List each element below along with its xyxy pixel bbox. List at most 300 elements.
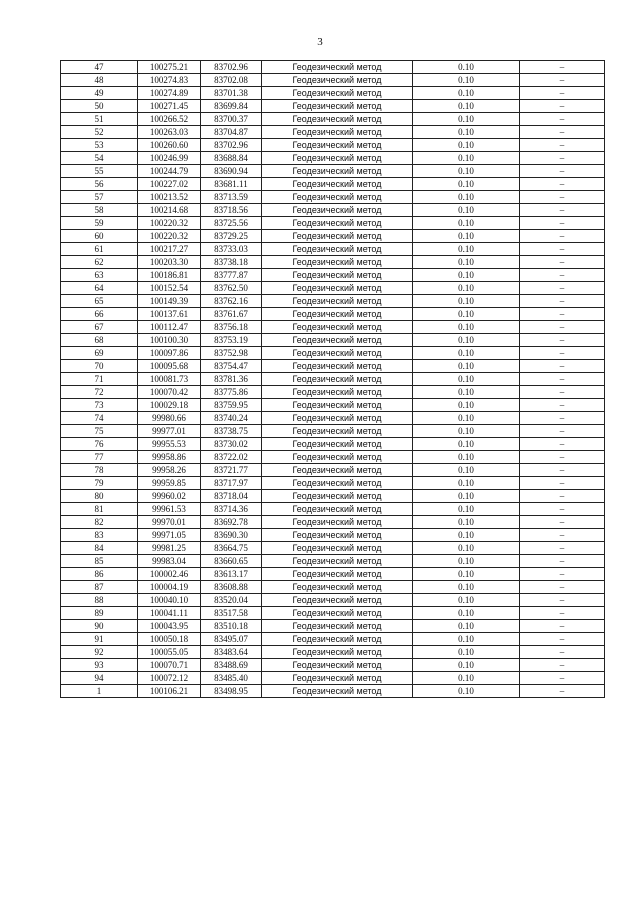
method-cell: Геодезический метод — [262, 295, 413, 308]
x-coordinate-cell: 99958.26 — [138, 464, 201, 477]
method-cell: Геодезический метод — [262, 620, 413, 633]
note-cell: – — [520, 516, 605, 529]
y-coordinate-cell: 83718.56 — [201, 204, 262, 217]
note-cell: – — [520, 685, 605, 698]
y-coordinate-cell: 83725.56 — [201, 217, 262, 230]
point-number-cell: 85 — [61, 555, 138, 568]
table-row — [61, 568, 605, 581]
accuracy-cell: 0.10 — [413, 321, 520, 334]
accuracy-cell: 0.10 — [413, 373, 520, 386]
accuracy-cell: 0.10 — [413, 100, 520, 113]
x-coordinate-cell: 100097.86 — [138, 347, 201, 360]
method-cell: Геодезический метод — [262, 594, 413, 607]
table-row — [61, 256, 605, 269]
accuracy-cell: 0.10 — [413, 542, 520, 555]
note-cell: – — [520, 217, 605, 230]
note-cell: – — [520, 607, 605, 620]
table-row — [61, 451, 605, 464]
accuracy-cell: 0.10 — [413, 256, 520, 269]
y-coordinate-cell: 83740.24 — [201, 412, 262, 425]
y-coordinate-cell: 83738.18 — [201, 256, 262, 269]
table-row — [61, 412, 605, 425]
point-number-cell: 76 — [61, 438, 138, 451]
point-number-cell: 48 — [61, 74, 138, 87]
x-coordinate-cell: 100106.21 — [138, 685, 201, 698]
x-coordinate-cell: 100263.03 — [138, 126, 201, 139]
point-number-cell: 68 — [61, 334, 138, 347]
accuracy-cell: 0.10 — [413, 308, 520, 321]
point-number-cell: 62 — [61, 256, 138, 269]
point-number-cell: 53 — [61, 139, 138, 152]
accuracy-cell: 0.10 — [413, 659, 520, 672]
method-cell: Геодезический метод — [262, 217, 413, 230]
table-row — [61, 373, 605, 386]
note-cell: – — [520, 568, 605, 581]
accuracy-cell: 0.10 — [413, 165, 520, 178]
y-coordinate-cell: 83690.94 — [201, 165, 262, 178]
x-coordinate-cell: 99955.53 — [138, 438, 201, 451]
point-number-cell: 92 — [61, 646, 138, 659]
point-number-cell: 63 — [61, 269, 138, 282]
table-row — [61, 503, 605, 516]
method-cell: Геодезический метод — [262, 412, 413, 425]
x-coordinate-cell: 100100.30 — [138, 334, 201, 347]
accuracy-cell: 0.10 — [413, 633, 520, 646]
method-cell: Геодезический метод — [262, 191, 413, 204]
y-coordinate-cell: 83704.87 — [201, 126, 262, 139]
table-row — [61, 74, 605, 87]
table-row — [61, 399, 605, 412]
note-cell: – — [520, 438, 605, 451]
x-coordinate-cell: 99981.25 — [138, 542, 201, 555]
table-row — [61, 542, 605, 555]
x-coordinate-cell: 100274.89 — [138, 87, 201, 100]
y-coordinate-cell: 83664.75 — [201, 542, 262, 555]
method-cell: Геодезический метод — [262, 490, 413, 503]
accuracy-cell: 0.10 — [413, 425, 520, 438]
accuracy-cell: 0.10 — [413, 347, 520, 360]
point-number-cell: 93 — [61, 659, 138, 672]
method-cell: Геодезический метод — [262, 646, 413, 659]
note-cell: – — [520, 659, 605, 672]
table-row — [61, 581, 605, 594]
accuracy-cell: 0.10 — [413, 113, 520, 126]
x-coordinate-cell: 99959.85 — [138, 477, 201, 490]
accuracy-cell: 0.10 — [413, 503, 520, 516]
y-coordinate-cell: 83688.84 — [201, 152, 262, 165]
method-cell: Геодезический метод — [262, 113, 413, 126]
note-cell: – — [520, 542, 605, 555]
x-coordinate-cell: 100070.71 — [138, 659, 201, 672]
point-number-cell: 86 — [61, 568, 138, 581]
y-coordinate-cell: 83690.30 — [201, 529, 262, 542]
note-cell: – — [520, 347, 605, 360]
x-coordinate-cell: 100260.60 — [138, 139, 201, 152]
note-cell: – — [520, 529, 605, 542]
accuracy-cell: 0.10 — [413, 529, 520, 542]
point-number-cell: 78 — [61, 464, 138, 477]
method-cell: Геодезический метод — [262, 581, 413, 594]
y-coordinate-cell: 83762.50 — [201, 282, 262, 295]
note-cell: – — [520, 399, 605, 412]
x-coordinate-cell: 100227.02 — [138, 178, 201, 191]
point-number-cell: 50 — [61, 100, 138, 113]
x-coordinate-cell: 99961.53 — [138, 503, 201, 516]
point-number-cell: 59 — [61, 217, 138, 230]
method-cell: Геодезический метод — [262, 633, 413, 646]
point-number-cell: 88 — [61, 594, 138, 607]
accuracy-cell: 0.10 — [413, 269, 520, 282]
table-row — [61, 178, 605, 191]
y-coordinate-cell: 83681.11 — [201, 178, 262, 191]
table-row — [61, 243, 605, 256]
accuracy-cell: 0.10 — [413, 672, 520, 685]
point-number-cell: 74 — [61, 412, 138, 425]
y-coordinate-cell: 83488.69 — [201, 659, 262, 672]
accuracy-cell: 0.10 — [413, 191, 520, 204]
note-cell: – — [520, 581, 605, 594]
note-cell: – — [520, 477, 605, 490]
method-cell: Геодезический метод — [262, 542, 413, 555]
table-row — [61, 139, 605, 152]
table-row — [61, 646, 605, 659]
accuracy-cell: 0.10 — [413, 334, 520, 347]
x-coordinate-cell: 100029.18 — [138, 399, 201, 412]
accuracy-cell: 0.10 — [413, 438, 520, 451]
accuracy-cell: 0.10 — [413, 178, 520, 191]
method-cell: Геодезический метод — [262, 269, 413, 282]
point-number-cell: 60 — [61, 230, 138, 243]
accuracy-cell: 0.10 — [413, 74, 520, 87]
note-cell: – — [520, 74, 605, 87]
table-row — [61, 438, 605, 451]
note-cell: – — [520, 321, 605, 334]
point-number-cell: 65 — [61, 295, 138, 308]
point-number-cell: 69 — [61, 347, 138, 360]
accuracy-cell: 0.10 — [413, 451, 520, 464]
y-coordinate-cell: 83729.25 — [201, 230, 262, 243]
y-coordinate-cell: 83733.03 — [201, 243, 262, 256]
table-row — [61, 633, 605, 646]
note-cell: – — [520, 191, 605, 204]
y-coordinate-cell: 83699.84 — [201, 100, 262, 113]
x-coordinate-cell: 100213.52 — [138, 191, 201, 204]
point-number-cell: 52 — [61, 126, 138, 139]
y-coordinate-cell: 83752.98 — [201, 347, 262, 360]
point-number-cell: 71 — [61, 373, 138, 386]
note-cell: – — [520, 204, 605, 217]
accuracy-cell: 0.10 — [413, 204, 520, 217]
method-cell: Геодезический метод — [262, 178, 413, 191]
note-cell: – — [520, 594, 605, 607]
y-coordinate-cell: 83714.36 — [201, 503, 262, 516]
x-coordinate-cell: 100004.19 — [138, 581, 201, 594]
accuracy-cell: 0.10 — [413, 217, 520, 230]
table-row — [61, 295, 605, 308]
x-coordinate-cell: 99971.05 — [138, 529, 201, 542]
x-coordinate-cell: 100072.12 — [138, 672, 201, 685]
x-coordinate-cell: 100043.95 — [138, 620, 201, 633]
x-coordinate-cell: 100149.39 — [138, 295, 201, 308]
method-cell: Геодезический метод — [262, 529, 413, 542]
point-number-cell: 79 — [61, 477, 138, 490]
table-row — [61, 594, 605, 607]
method-cell: Геодезический метод — [262, 243, 413, 256]
accuracy-cell: 0.10 — [413, 490, 520, 503]
point-number-cell: 51 — [61, 113, 138, 126]
y-coordinate-cell: 83483.64 — [201, 646, 262, 659]
page-number: 3 — [317, 36, 323, 48]
x-coordinate-cell: 100137.61 — [138, 308, 201, 321]
x-coordinate-cell: 100217.27 — [138, 243, 201, 256]
accuracy-cell: 0.10 — [413, 620, 520, 633]
method-cell: Геодезический метод — [262, 373, 413, 386]
table-row — [61, 529, 605, 542]
table-row — [61, 464, 605, 477]
table-row — [61, 230, 605, 243]
method-cell: Геодезический метод — [262, 399, 413, 412]
table-row — [61, 347, 605, 360]
accuracy-cell: 0.10 — [413, 581, 520, 594]
x-coordinate-cell: 100041.11 — [138, 607, 201, 620]
method-cell: Геодезический метод — [262, 308, 413, 321]
table-row — [61, 477, 605, 490]
method-cell: Геодезический метод — [262, 100, 413, 113]
note-cell: – — [520, 334, 605, 347]
table-row — [61, 516, 605, 529]
note-cell: – — [520, 126, 605, 139]
note-cell: – — [520, 633, 605, 646]
y-coordinate-cell: 83702.96 — [201, 139, 262, 152]
table-row — [61, 165, 605, 178]
x-coordinate-cell: 100274.83 — [138, 74, 201, 87]
coordinates-table — [60, 60, 605, 698]
x-coordinate-cell: 100040.10 — [138, 594, 201, 607]
x-coordinate-cell: 99983.04 — [138, 555, 201, 568]
accuracy-cell: 0.10 — [413, 139, 520, 152]
method-cell: Геодезический метод — [262, 425, 413, 438]
x-coordinate-cell: 100220.32 — [138, 217, 201, 230]
note-cell: – — [520, 139, 605, 152]
x-coordinate-cell: 100266.52 — [138, 113, 201, 126]
x-coordinate-cell: 99977.01 — [138, 425, 201, 438]
table-row — [61, 204, 605, 217]
y-coordinate-cell: 83702.08 — [201, 74, 262, 87]
note-cell: – — [520, 230, 605, 243]
y-coordinate-cell: 83722.02 — [201, 451, 262, 464]
accuracy-cell: 0.10 — [413, 516, 520, 529]
accuracy-cell: 0.10 — [413, 126, 520, 139]
method-cell: Геодезический метод — [262, 74, 413, 87]
accuracy-cell: 0.10 — [413, 594, 520, 607]
table-row — [61, 126, 605, 139]
method-cell: Геодезический метод — [262, 516, 413, 529]
point-number-cell: 72 — [61, 386, 138, 399]
point-number-cell: 83 — [61, 529, 138, 542]
note-cell: – — [520, 373, 605, 386]
point-number-cell: 66 — [61, 308, 138, 321]
method-cell: Геодезический метод — [262, 152, 413, 165]
x-coordinate-cell: 100112.47 — [138, 321, 201, 334]
accuracy-cell: 0.10 — [413, 412, 520, 425]
y-coordinate-cell: 83520.04 — [201, 594, 262, 607]
table-row — [61, 490, 605, 503]
x-coordinate-cell: 100244.79 — [138, 165, 201, 178]
y-coordinate-cell: 83700.37 — [201, 113, 262, 126]
y-coordinate-cell: 83753.19 — [201, 334, 262, 347]
table-row — [61, 152, 605, 165]
note-cell: – — [520, 490, 605, 503]
note-cell: – — [520, 464, 605, 477]
method-cell: Геодезический метод — [262, 165, 413, 178]
accuracy-cell: 0.10 — [413, 61, 520, 74]
note-cell: – — [520, 269, 605, 282]
point-number-cell: 81 — [61, 503, 138, 516]
point-number-cell: 54 — [61, 152, 138, 165]
point-number-cell: 49 — [61, 87, 138, 100]
note-cell: – — [520, 87, 605, 100]
table-row — [61, 555, 605, 568]
accuracy-cell: 0.10 — [413, 295, 520, 308]
note-cell: – — [520, 386, 605, 399]
table-row — [61, 100, 605, 113]
table-row — [61, 321, 605, 334]
table-row — [61, 269, 605, 282]
y-coordinate-cell: 83713.59 — [201, 191, 262, 204]
accuracy-cell: 0.10 — [413, 243, 520, 256]
y-coordinate-cell: 83510.18 — [201, 620, 262, 633]
point-number-cell: 77 — [61, 451, 138, 464]
accuracy-cell: 0.10 — [413, 555, 520, 568]
x-coordinate-cell: 100002.46 — [138, 568, 201, 581]
note-cell: – — [520, 555, 605, 568]
y-coordinate-cell: 83701.38 — [201, 87, 262, 100]
point-number-cell: 61 — [61, 243, 138, 256]
x-coordinate-cell: 99970.01 — [138, 516, 201, 529]
y-coordinate-cell: 83738.75 — [201, 425, 262, 438]
x-coordinate-cell: 100152.54 — [138, 282, 201, 295]
y-coordinate-cell: 83730.02 — [201, 438, 262, 451]
note-cell: – — [520, 100, 605, 113]
method-cell: Геодезический метод — [262, 464, 413, 477]
accuracy-cell: 0.10 — [413, 282, 520, 295]
y-coordinate-cell: 83777.87 — [201, 269, 262, 282]
table-row — [61, 620, 605, 633]
y-coordinate-cell: 83781.36 — [201, 373, 262, 386]
x-coordinate-cell: 100070.42 — [138, 386, 201, 399]
note-cell: – — [520, 178, 605, 191]
accuracy-cell: 0.10 — [413, 399, 520, 412]
table-row — [61, 113, 605, 126]
point-number-cell: 58 — [61, 204, 138, 217]
note-cell: – — [520, 620, 605, 633]
method-cell: Геодезический метод — [262, 87, 413, 100]
note-cell: – — [520, 308, 605, 321]
note-cell: – — [520, 503, 605, 516]
point-number-cell: 67 — [61, 321, 138, 334]
point-number-cell: 56 — [61, 178, 138, 191]
note-cell: – — [520, 672, 605, 685]
y-coordinate-cell: 83718.04 — [201, 490, 262, 503]
method-cell: Геодезический метод — [262, 282, 413, 295]
method-cell: Геодезический метод — [262, 386, 413, 399]
accuracy-cell: 0.10 — [413, 464, 520, 477]
y-coordinate-cell: 83498.95 — [201, 685, 262, 698]
accuracy-cell: 0.10 — [413, 152, 520, 165]
note-cell: – — [520, 360, 605, 373]
note-cell: – — [520, 451, 605, 464]
method-cell: Геодезический метод — [262, 360, 413, 373]
table-row — [61, 282, 605, 295]
method-cell: Геодезический метод — [262, 334, 413, 347]
point-number-cell: 89 — [61, 607, 138, 620]
x-coordinate-cell: 99960.02 — [138, 490, 201, 503]
note-cell: – — [520, 295, 605, 308]
y-coordinate-cell: 83692.78 — [201, 516, 262, 529]
method-cell: Геодезический метод — [262, 477, 413, 490]
method-cell: Геодезический метод — [262, 607, 413, 620]
y-coordinate-cell: 83613.17 — [201, 568, 262, 581]
method-cell: Геодезический метод — [262, 139, 413, 152]
method-cell: Геодезический метод — [262, 256, 413, 269]
table-row — [61, 425, 605, 438]
method-cell: Геодезический метод — [262, 555, 413, 568]
method-cell: Геодезический метод — [262, 61, 413, 74]
point-number-cell: 57 — [61, 191, 138, 204]
method-cell: Геодезический метод — [262, 451, 413, 464]
y-coordinate-cell: 83660.65 — [201, 555, 262, 568]
note-cell: – — [520, 243, 605, 256]
point-number-cell: 90 — [61, 620, 138, 633]
note-cell: – — [520, 165, 605, 178]
accuracy-cell: 0.10 — [413, 685, 520, 698]
method-cell: Геодезический метод — [262, 347, 413, 360]
accuracy-cell: 0.10 — [413, 607, 520, 620]
method-cell: Геодезический метод — [262, 126, 413, 139]
y-coordinate-cell: 83721.77 — [201, 464, 262, 477]
table-row — [61, 61, 605, 74]
note-cell: – — [520, 425, 605, 438]
y-coordinate-cell: 83759.95 — [201, 399, 262, 412]
x-coordinate-cell: 100050.18 — [138, 633, 201, 646]
y-coordinate-cell: 83485.40 — [201, 672, 262, 685]
table-row — [61, 659, 605, 672]
y-coordinate-cell: 83495.07 — [201, 633, 262, 646]
x-coordinate-cell: 100081.73 — [138, 373, 201, 386]
accuracy-cell: 0.10 — [413, 568, 520, 581]
table-row — [61, 334, 605, 347]
point-number-cell: 55 — [61, 165, 138, 178]
note-cell: – — [520, 152, 605, 165]
accuracy-cell: 0.10 — [413, 87, 520, 100]
y-coordinate-cell: 83756.18 — [201, 321, 262, 334]
accuracy-cell: 0.10 — [413, 646, 520, 659]
y-coordinate-cell: 83762.16 — [201, 295, 262, 308]
point-number-cell: 94 — [61, 672, 138, 685]
table-row — [61, 607, 605, 620]
method-cell: Геодезический метод — [262, 230, 413, 243]
point-number-cell: 75 — [61, 425, 138, 438]
method-cell: Геодезический метод — [262, 685, 413, 698]
x-coordinate-cell: 100186.81 — [138, 269, 201, 282]
point-number-cell: 64 — [61, 282, 138, 295]
x-coordinate-cell: 100095.68 — [138, 360, 201, 373]
point-number-cell: 73 — [61, 399, 138, 412]
table-row — [61, 360, 605, 373]
point-number-cell: 47 — [61, 61, 138, 74]
point-number-cell: 91 — [61, 633, 138, 646]
note-cell: – — [520, 412, 605, 425]
